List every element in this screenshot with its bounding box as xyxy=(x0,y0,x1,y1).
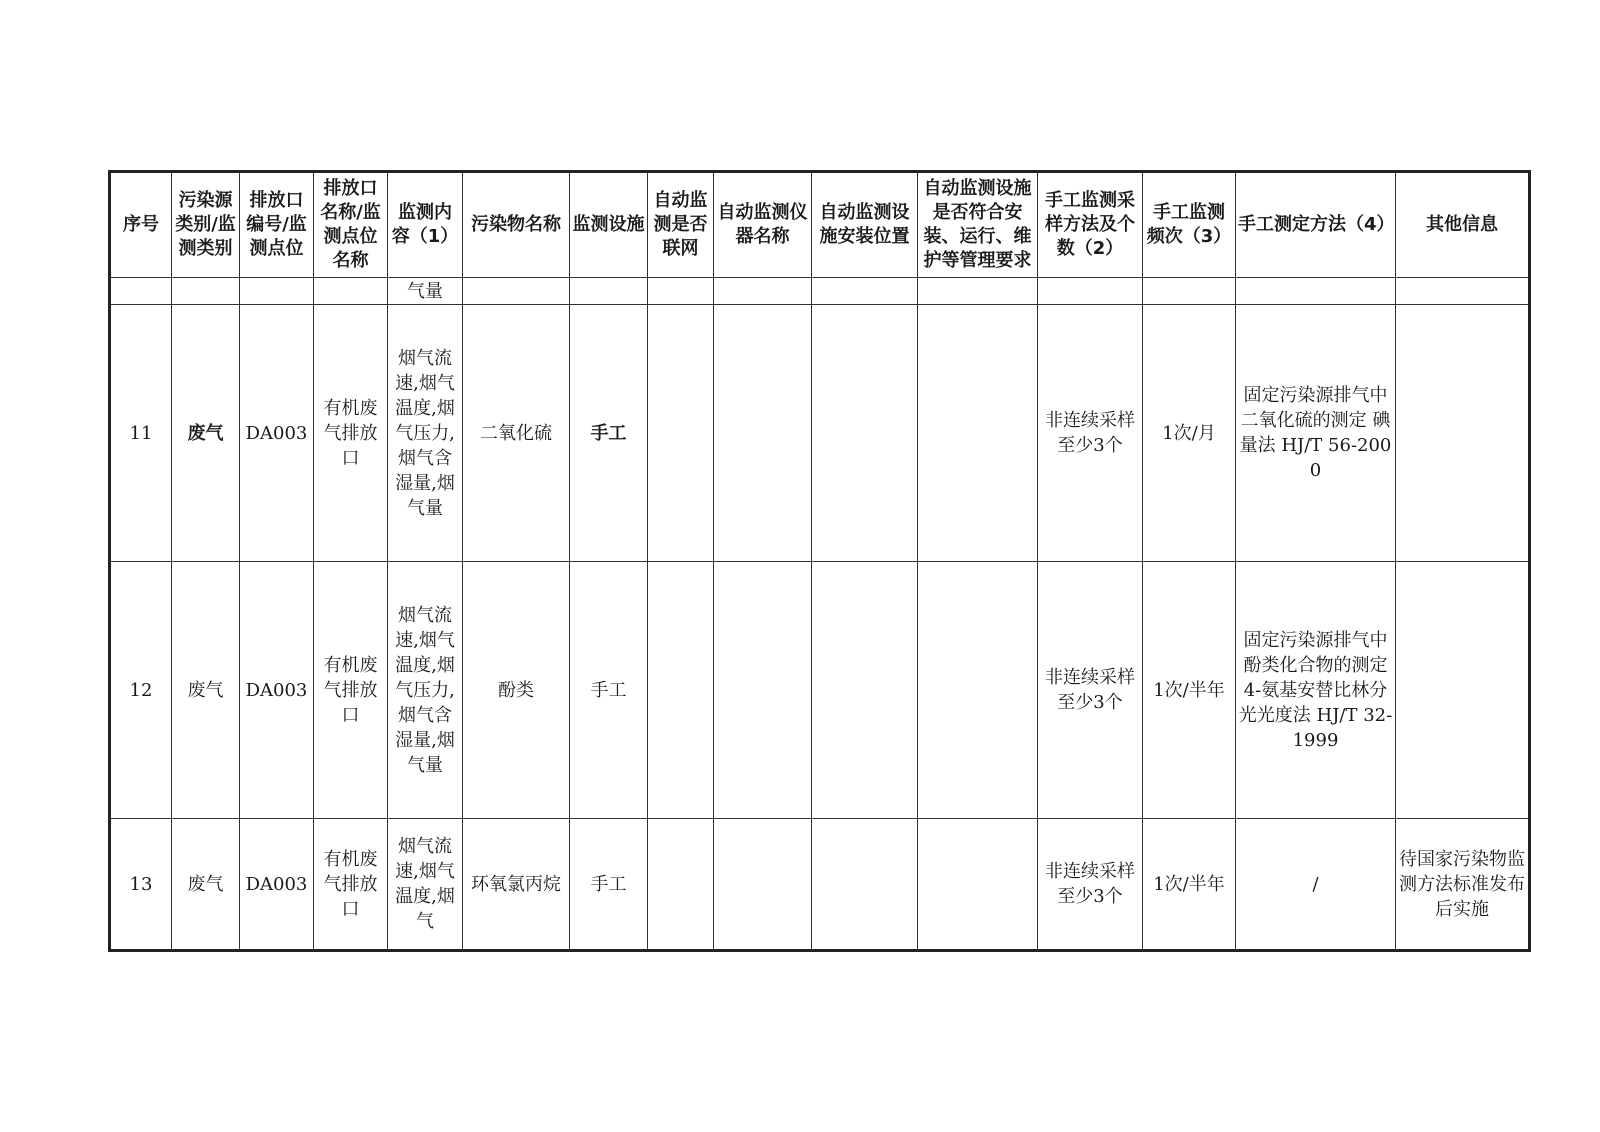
cell-pollutant: 二氧化硫 xyxy=(463,305,570,562)
header-method: 手工测定方法（4） xyxy=(1236,172,1396,278)
cell-outlet-name: 有机废气排放口 xyxy=(314,562,388,819)
cell-instrument xyxy=(714,819,812,951)
cell-compliance xyxy=(918,819,1038,951)
header-instrument: 自动监测仪器名称 xyxy=(714,172,812,278)
cell-pollutant: 酚类 xyxy=(463,562,570,819)
cell-sampling: 非连续采样 至少3个 xyxy=(1038,305,1143,562)
cell-outlet-code: DA003 xyxy=(240,562,314,819)
header-outlet-name: 排放口名称/监测点位名称 xyxy=(314,172,388,278)
header-category: 污染源类别/监测类别 xyxy=(172,172,240,278)
cell-outlet-name: 有机废气排放口 xyxy=(314,305,388,562)
cell-install-position xyxy=(812,305,918,562)
header-frequency: 手工监测频次（3） xyxy=(1143,172,1236,278)
table-row xyxy=(110,305,1530,562)
cell-category: 废气 xyxy=(172,819,240,951)
cell-frequency: 1次/半年 xyxy=(1143,562,1236,819)
cell-no: 11 xyxy=(110,305,172,562)
cell-no: 13 xyxy=(110,819,172,951)
cell-method: 固定污染源排气中二氧化硫的测定 碘量法 HJ/T 56-2000 xyxy=(1236,305,1396,562)
table-header-row xyxy=(110,172,1530,278)
header-install-position: 自动监测设施安装位置 xyxy=(812,172,918,278)
cell-category: 废气 xyxy=(172,562,240,819)
header-content: 监测内容（1） xyxy=(388,172,463,278)
cell-instrument xyxy=(714,305,812,562)
cell-content: 烟气流速,烟气温度,烟气 xyxy=(388,819,463,951)
header-no: 序号 xyxy=(110,172,172,278)
header-other: 其他信息 xyxy=(1396,172,1530,278)
continuation-content: 气量 xyxy=(388,278,463,305)
header-networked: 自动监测是否联网 xyxy=(648,172,714,278)
cell-outlet-code: DA003 xyxy=(240,819,314,951)
cell-compliance xyxy=(918,305,1038,562)
cell-install-position xyxy=(812,819,918,951)
header-compliance: 自动监测设施是否符合安装、运行、维护等管理要求 xyxy=(918,172,1038,278)
cell-networked xyxy=(648,819,714,951)
cell-pollutant: 环氧氯丙烷 xyxy=(463,819,570,951)
cell-frequency: 1次/半年 xyxy=(1143,819,1236,951)
cell-outlet-code: DA003 xyxy=(240,305,314,562)
cell-no: 12 xyxy=(110,562,172,819)
cell-networked xyxy=(648,305,714,562)
table-row xyxy=(110,819,1530,951)
cell-other xyxy=(1396,562,1530,819)
cell-networked xyxy=(648,562,714,819)
cell-other xyxy=(1396,305,1530,562)
cell-sampling: 非连续采样 至少3个 xyxy=(1038,562,1143,819)
cell-compliance xyxy=(918,562,1038,819)
table-row xyxy=(110,562,1530,819)
cell-facility: 手工 xyxy=(570,819,648,951)
cell-sampling: 非连续采样 至少3个 xyxy=(1038,819,1143,951)
table-row-continuation xyxy=(110,278,1530,305)
cell-content: 烟气流速,烟气温度,烟气压力,烟气含湿量,烟气量 xyxy=(388,562,463,819)
header-outlet-code: 排放口编号/监测点位 xyxy=(240,172,314,278)
header-pollutant: 污染物名称 xyxy=(463,172,570,278)
cell-instrument xyxy=(714,562,812,819)
cell-frequency: 1次/月 xyxy=(1143,305,1236,562)
cell-other: 待国家污染物监测方法标准发布后实施 xyxy=(1396,819,1530,951)
cell-facility: 手工 xyxy=(570,562,648,819)
cell-category: 废气 xyxy=(172,305,240,562)
header-facility: 监测设施 xyxy=(570,172,648,278)
cell-method: / xyxy=(1236,819,1396,951)
cell-install-position xyxy=(812,562,918,819)
header-sampling: 手工监测采样方法及个数（2） xyxy=(1038,172,1143,278)
monitoring-table xyxy=(108,170,1531,952)
cell-facility: 手工 xyxy=(570,305,648,562)
cell-outlet-name: 有机废气排放口 xyxy=(314,819,388,951)
cell-method: 固定污染源排气中酚类化合物的测定 4-氨基安替比林分光光度法 HJ/T 32-1999 xyxy=(1236,562,1396,819)
cell-content: 烟气流速,烟气温度,烟气压力,烟气含湿量,烟气量 xyxy=(388,305,463,562)
